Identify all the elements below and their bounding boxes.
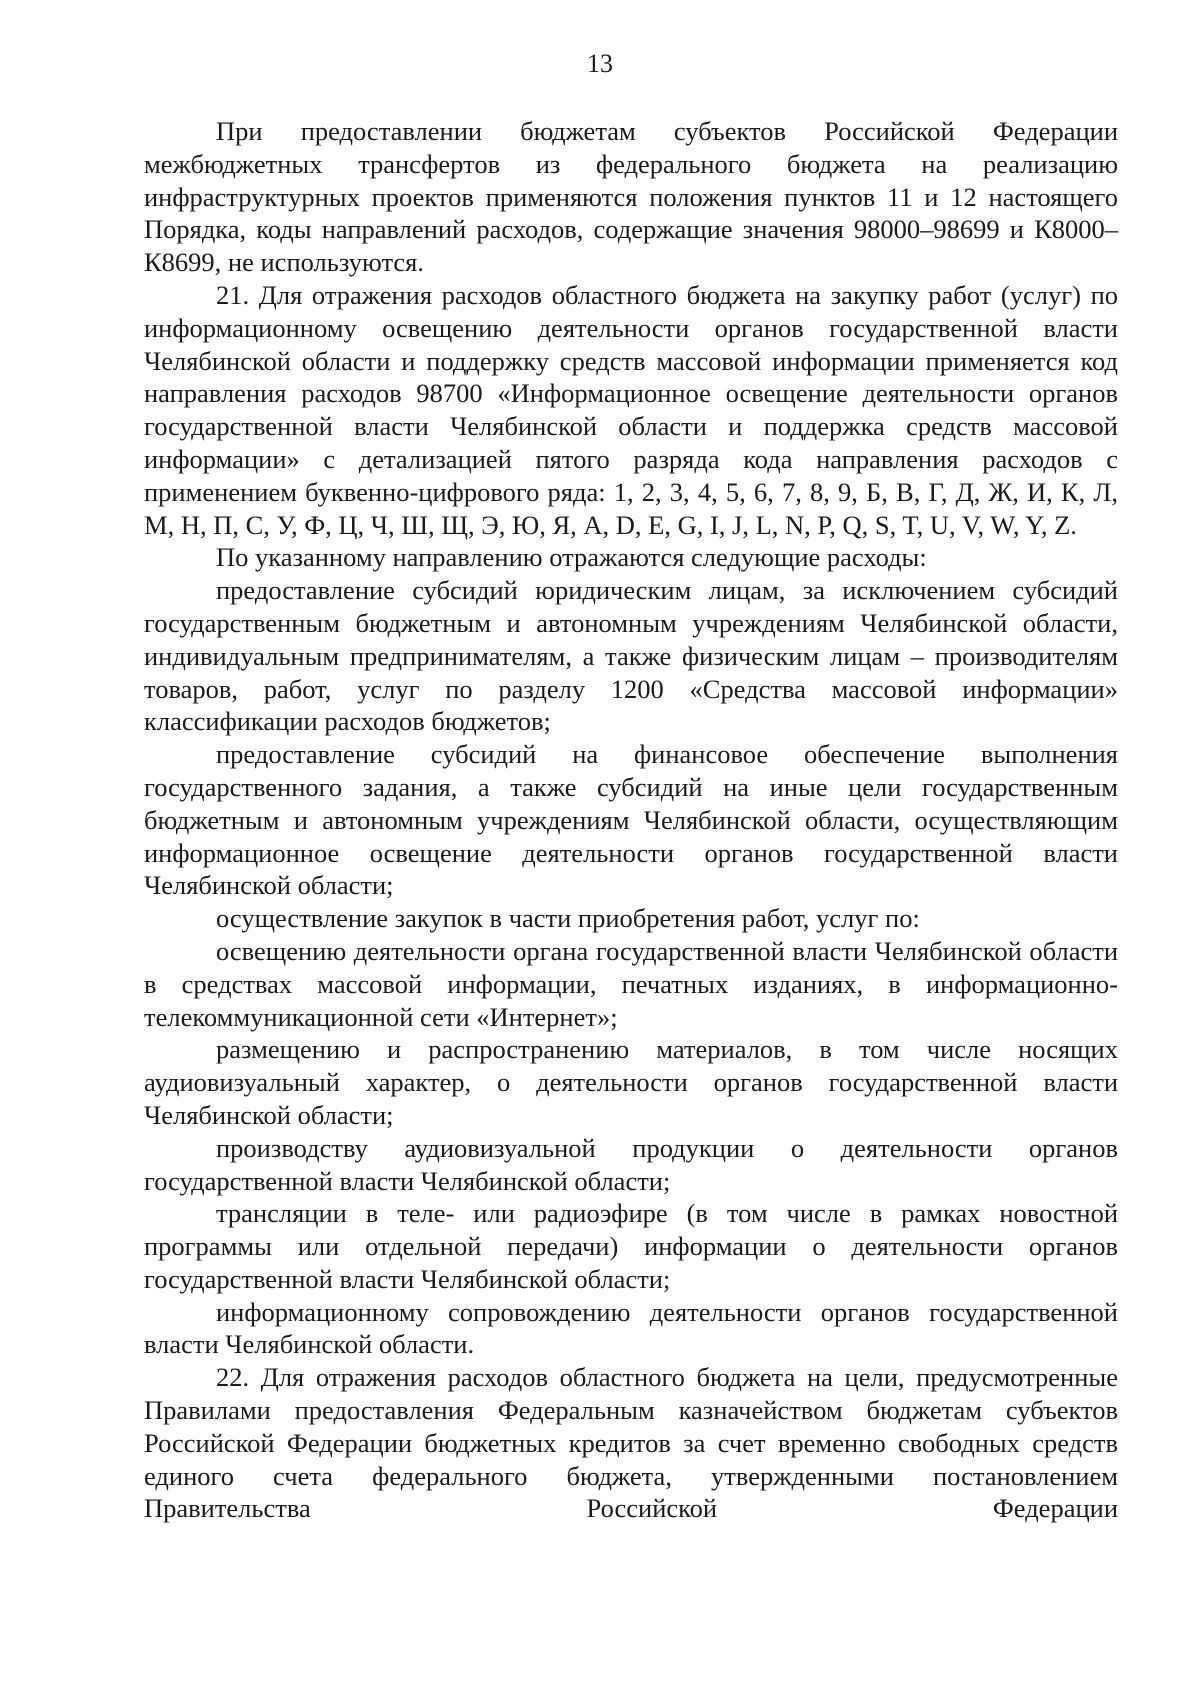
- paragraph-expenses-intro: По указанному направлению отражаются следующие расходы:: [216, 542, 927, 573]
- paragraph-item-22: 22. Для отражения расходов областного бюджета на цели, предусмотренные Правилами предоставления Федеральным казначейством бюджетам субъектов Российской Федерации бюджетных кредитов за счет временно свободных средств единого счета федерального бюджета, утвержденными постановлением Правительства Российской Федерации: [144, 1362, 1118, 1524]
- paragraph-media-coverage: освещению деятельности органа государственной власти Челябинской области в средствах массовой информации, печатных изданиях, в информационно-телекоммуникационной сети «Интернет»;: [144, 935, 1118, 1032]
- paragraph-procurement-intro: осуществление закупок в части приобретения работ, услуг по:: [216, 903, 920, 934]
- paragraph-information-support: информационному сопровождению деятельности органов государственной власти Челябинской области.: [144, 1296, 1118, 1360]
- page-number: 13: [587, 49, 613, 78]
- paragraph-audiovisual-production: производству аудиовизуальной продукции о деятельности органов государственной власти Челябинской области;: [144, 1132, 1118, 1196]
- paragraph-infrastructure-projects: При предоставлении бюджетам субъектов Российской Федерации межбюджетных трансфертов из федерального бюджета на реализацию инфраструктурных проектов применяются положения пунктов 11 и 12 настоящего Порядка, коды направлений расходов, содержащие значения 98000–98699 и К8000–К8699, не используются.: [144, 116, 1118, 278]
- paragraph-item-21: 21. Для отражения расходов областного бюджета на закупку работ (услуг) по информационному освещению деятельности органов государственной власти Челябинской области и поддержку средств массовой информации применяется код направления расходов 98700 «Информационное освещение деятельности органов государственной власти Челябинской области и поддержка средств массовой информации» с детализацией пятого разряда кода направления расходов с применением буквенно-цифрового ряда: 1, 2, 3, 4, 5, 6, 7, 8, 9, Б, В, Г, Д, Ж, И, К, Л, М, Н, П, С, У, Ф, Ц, Ч, Ш, Щ, Э, Ю, Я, A, D, E, G, I, J, L, N, P, Q, S, T, U, V, W, Y, Z.: [144, 279, 1118, 540]
- paragraph-subsidies-state-task: предоставление субсидий на финансовое обеспечение выполнения государственного задания, а также субсидий на иные цели государственным бюджетным и автономным учреждениям Челябинской области, осуществляющим информационное освещение деятельности органов государственной власти Челябинской области;: [144, 739, 1118, 901]
- document-body: [144, 115, 1118, 1525]
- paragraph-materials-distribution: размещению и распространению материалов, в том числе носящих аудиовизуальный характер, о деятельности органов государственной власти Челябинской области;: [144, 1034, 1118, 1130]
- paragraph-subsidies-legal-entities: предоставление субсидий юридическим лицам, за исключением субсидий государственным бюджетным и автономным учреждениям Челябинской области, индивидуальным предпринимателям, а также физическим лицам – производителям товаров, работ, услуг по разделу 1200 «Средства массовой информации» классификации расходов бюджетов;: [144, 575, 1118, 737]
- paragraph-broadcasting: трансляции в теле- или радиоэфире (в том числе в рамках новостной программы или отдельной передачи) информации о деятельности органов государственной власти Челябинской области;: [144, 1198, 1118, 1294]
